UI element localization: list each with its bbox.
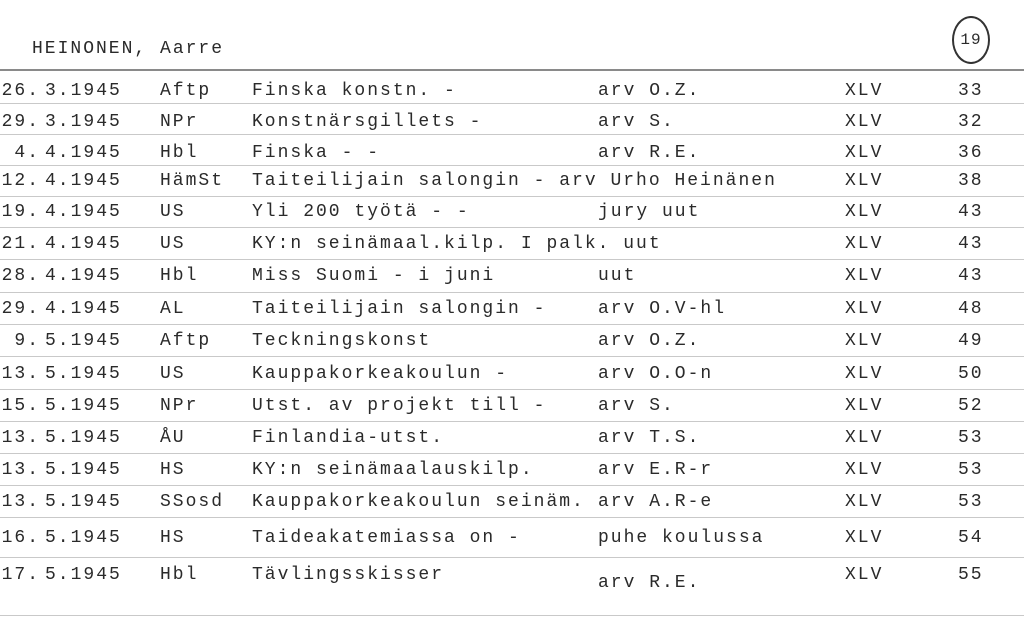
row-divider	[0, 292, 1024, 293]
row-day: 4.	[14, 143, 40, 163]
row-date: 3.1945	[45, 112, 122, 132]
row-date: 5.1945	[45, 428, 122, 448]
row-author: puhe koulussa	[598, 528, 765, 548]
row-title: Utst. av projekt till -	[252, 396, 547, 416]
row-page: 49	[958, 331, 984, 351]
row-volume: XLV	[845, 460, 884, 480]
row-divider	[0, 557, 1024, 558]
row-source: US	[160, 234, 186, 254]
row-divider	[0, 134, 1024, 135]
row-divider	[0, 453, 1024, 454]
row-day: 15.	[1, 396, 40, 416]
row-date: 5.1945	[45, 396, 122, 416]
row-author: arv R.E.	[598, 143, 701, 163]
row-source: ÅU	[160, 428, 186, 448]
row-author: jury uut	[598, 202, 701, 222]
row-page: 38	[958, 171, 984, 191]
row-author: arv A.R-e	[598, 492, 714, 512]
row-title: KY:n seinämaal.kilp. I palk. uut	[252, 234, 662, 254]
row-page: 32	[958, 112, 984, 132]
row-source: HämSt	[160, 171, 225, 191]
row-source: Hbl	[160, 266, 199, 286]
row-source: US	[160, 202, 186, 222]
row-author: arv R.E.	[598, 573, 701, 593]
row-source: US	[160, 364, 186, 384]
row-page: 53	[958, 428, 984, 448]
row-day: 9.	[14, 331, 40, 351]
row-title: Taiteilijain salongin -	[252, 299, 547, 319]
row-author: arv E.R-r	[598, 460, 714, 480]
row-title: Finlandia-utst.	[252, 428, 445, 448]
row-author: arv S.	[598, 112, 675, 132]
row-title: Finska - -	[252, 143, 381, 163]
row-page: 50	[958, 364, 984, 384]
row-author: uut	[598, 266, 637, 286]
row-volume: XLV	[845, 112, 884, 132]
row-title: Kauppakorkeakoulun -	[252, 364, 509, 384]
row-volume: XLV	[845, 171, 884, 191]
card-number-circled: 19	[952, 16, 990, 64]
row-source: HS	[160, 528, 186, 548]
row-page: 43	[958, 266, 984, 286]
row-date: 4.1945	[45, 299, 122, 319]
row-volume: XLV	[845, 299, 884, 319]
row-divider	[0, 196, 1024, 197]
row-day: 12.	[1, 171, 40, 191]
row-divider	[0, 356, 1024, 357]
row-date: 5.1945	[45, 528, 122, 548]
row-source: SSosd	[160, 492, 225, 512]
row-day: 13.	[1, 460, 40, 480]
row-day: 21.	[1, 234, 40, 254]
row-volume: XLV	[845, 234, 884, 254]
row-date: 5.1945	[45, 492, 122, 512]
row-source: Aftp	[160, 81, 212, 101]
row-page: 53	[958, 492, 984, 512]
row-volume: XLV	[845, 266, 884, 286]
row-volume: XLV	[845, 565, 884, 585]
row-source: NPr	[160, 396, 199, 416]
row-source: Aftp	[160, 331, 212, 351]
row-divider	[0, 259, 1024, 260]
row-divider	[0, 227, 1024, 228]
row-volume: XLV	[845, 364, 884, 384]
row-date: 5.1945	[45, 565, 122, 585]
row-title: Teckningskonst	[252, 331, 432, 351]
row-page: 54	[958, 528, 984, 548]
row-page: 55	[958, 565, 984, 585]
row-date: 5.1945	[45, 460, 122, 480]
card-name: HEINONEN, Aarre	[32, 39, 225, 59]
row-author: arv O.V-hl	[598, 299, 727, 319]
row-divider	[0, 389, 1024, 390]
row-source: Hbl	[160, 143, 199, 163]
row-date: 4.1945	[45, 234, 122, 254]
header-divider	[0, 69, 1024, 71]
row-page: 53	[958, 460, 984, 480]
row-day: 13.	[1, 364, 40, 384]
row-title: Finska konstn. -	[252, 81, 457, 101]
row-page: 43	[958, 234, 984, 254]
row-title: Konstnärsgillets -	[252, 112, 483, 132]
row-source: Hbl	[160, 565, 199, 585]
row-day: 13.	[1, 492, 40, 512]
row-date: 4.1945	[45, 202, 122, 222]
row-title: Taiteilijain salongin - arv Urho Heinänen	[252, 171, 777, 191]
row-author: arv O.Z.	[598, 81, 701, 101]
row-title: Miss Suomi - i juni	[252, 266, 496, 286]
row-page: 48	[958, 299, 984, 319]
row-date: 3.1945	[45, 81, 122, 101]
row-author: arv O.O-n	[598, 364, 714, 384]
row-date: 4.1945	[45, 171, 122, 191]
row-page: 52	[958, 396, 984, 416]
row-page: 43	[958, 202, 984, 222]
row-day: 26.	[1, 81, 40, 101]
row-volume: XLV	[845, 143, 884, 163]
row-day: 17.	[1, 565, 40, 585]
row-title: Tävlingsskisser	[252, 565, 445, 585]
row-title: KY:n seinämaalauskilp.	[252, 460, 534, 480]
row-day: 19.	[1, 202, 40, 222]
row-divider	[0, 324, 1024, 325]
row-author: arv O.Z.	[598, 331, 701, 351]
row-volume: XLV	[845, 331, 884, 351]
row-title: Taideakatemiassa on -	[252, 528, 521, 548]
row-page: 33	[958, 81, 984, 101]
row-divider	[0, 103, 1024, 104]
row-source: AL	[160, 299, 186, 319]
row-date: 4.1945	[45, 266, 122, 286]
row-author: arv T.S.	[598, 428, 701, 448]
row-day: 16.	[1, 528, 40, 548]
row-page: 36	[958, 143, 984, 163]
row-date: 4.1945	[45, 143, 122, 163]
row-volume: XLV	[845, 81, 884, 101]
row-volume: XLV	[845, 492, 884, 512]
row-day: 29.	[1, 112, 40, 132]
row-title: Yli 200 työtä - -	[252, 202, 470, 222]
row-volume: XLV	[845, 428, 884, 448]
row-divider	[0, 517, 1024, 518]
row-day: 13.	[1, 428, 40, 448]
row-volume: XLV	[845, 396, 884, 416]
row-divider	[0, 485, 1024, 486]
row-volume: XLV	[845, 202, 884, 222]
row-source: HS	[160, 460, 186, 480]
row-divider	[0, 165, 1024, 166]
row-date: 5.1945	[45, 364, 122, 384]
row-title: Kauppakorkeakoulun seinäm.	[252, 492, 585, 512]
row-author: arv S.	[598, 396, 675, 416]
row-volume: XLV	[845, 528, 884, 548]
row-day: 28.	[1, 266, 40, 286]
row-day: 29.	[1, 299, 40, 319]
row-divider	[0, 421, 1024, 422]
row-divider	[0, 615, 1024, 616]
row-source: NPr	[160, 112, 199, 132]
row-date: 5.1945	[45, 331, 122, 351]
